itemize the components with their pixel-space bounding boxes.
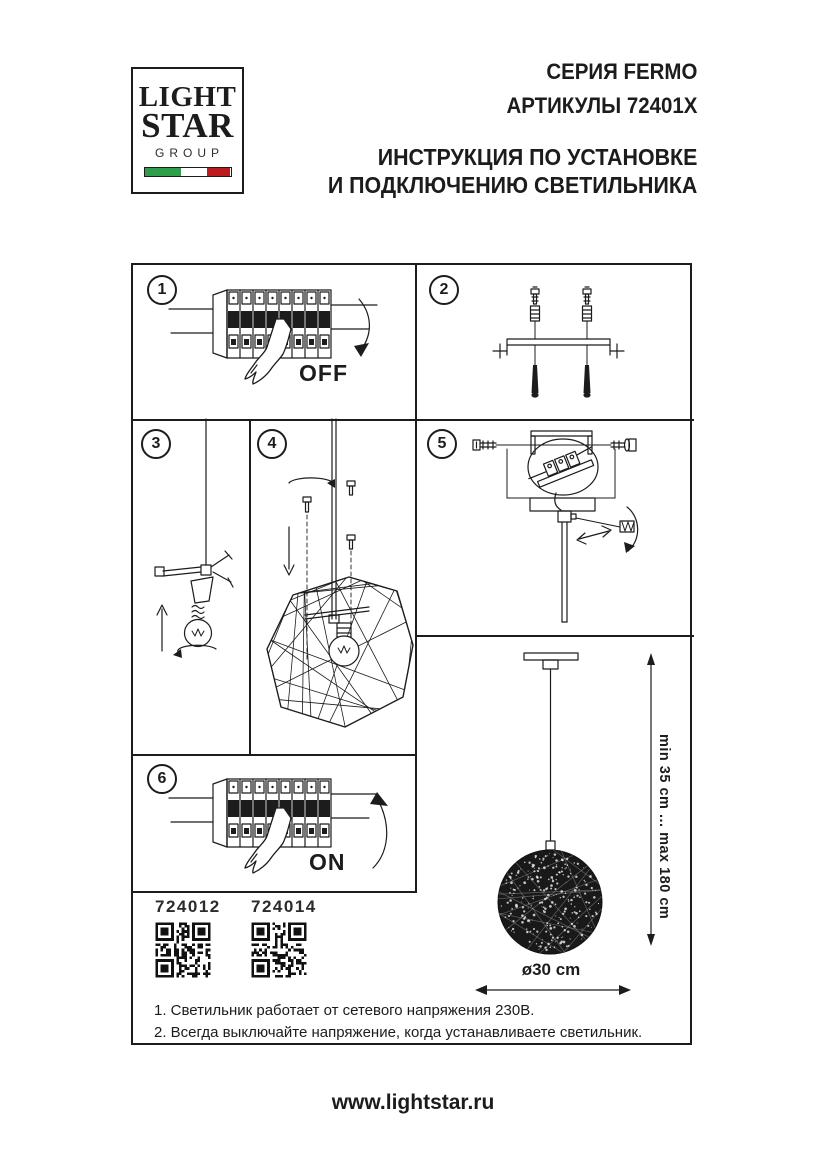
grid-hline-panel6-top — [133, 754, 417, 756]
suspension-height-label: min 35 cm ... max 180 cm — [656, 734, 672, 920]
off-label: OFF — [299, 360, 348, 386]
diameter-label: ø30 cm — [521, 960, 581, 979]
flag-white-segment — [181, 168, 208, 176]
pendant-dimensions-panel — [415, 635, 694, 1017]
logo-text-light: LIGHT — [138, 80, 237, 113]
instruction-title — [327, 143, 697, 199]
italian-flag-stripe — [144, 167, 232, 177]
step-6-badge: 6 — [147, 764, 177, 794]
note-line-1: 1. Светильник работает от сетевого напряжения 230В. — [154, 1002, 535, 1019]
instruction-title-line1: ИНСТРУКЦИЯ ПО УСТАНОВКЕ — [377, 144, 697, 170]
step-4-badge: 4 — [257, 429, 287, 459]
logo-text-star: STAR — [141, 105, 234, 145]
mounting-bracket-drawing — [415, 265, 694, 419]
grid-hline-panel6-bottom — [133, 891, 417, 893]
document-header — [327, 58, 697, 199]
bulb-socket-drawing — [133, 419, 249, 754]
circuit-breaker-on-drawing — [163, 758, 403, 891]
on-label: ON — [309, 849, 346, 875]
lightstar-logo — [131, 67, 244, 194]
step-1-badge: 1 — [147, 275, 177, 305]
flag-red-segment — [207, 168, 230, 176]
qr-code-724012 — [154, 921, 212, 979]
note-line-2: 2. Всегда выключайте напряжение, когда устанавливаете светильник. — [154, 1024, 643, 1041]
step-5-badge: 5 — [427, 429, 457, 459]
articles-title: АРТИКУЛЫ 72401X — [506, 93, 697, 118]
qr-code-724014 — [250, 921, 308, 979]
instruction-title-line2: И ПОДКЛЮЧЕНИЮ СВЕТИЛЬНИКА — [327, 172, 697, 198]
website-url: www.lightstar.ru — [331, 1091, 495, 1114]
steps-grid — [131, 263, 692, 1045]
flag-green-segment — [145, 168, 181, 176]
logo-text-group: GROUP — [154, 145, 224, 160]
series-title: СЕРИЯ FERMO — [545, 59, 697, 84]
step-2-badge: 2 — [429, 275, 459, 305]
article-number-724014: 724014 — [251, 897, 317, 916]
step-3-badge: 3 — [141, 429, 171, 459]
circuit-breaker-off-drawing — [163, 269, 403, 417]
ceiling-mount-drawing — [415, 419, 694, 635]
wireframe-shade-drawing — [249, 419, 415, 754]
article-number-724012: 724012 — [155, 897, 221, 916]
